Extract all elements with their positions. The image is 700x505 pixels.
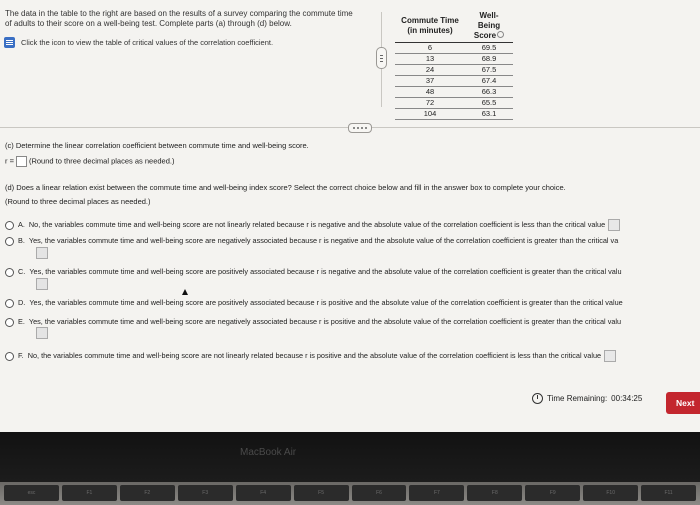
cell: 24 [395, 65, 465, 76]
option-text: Yes, the variables commute time and well-being score are negatively associated because r is negative and the absolute value of the correlation coefficient is greater than the critical va [28, 236, 619, 245]
table-row [395, 76, 513, 87]
table-row [395, 109, 513, 120]
critical-values-row [4, 37, 273, 48]
part-d-hint: (Round to three decimal places as needed.) [5, 197, 151, 206]
key: F10 [583, 485, 638, 501]
table-icon[interactable] [4, 37, 15, 48]
table-row [395, 65, 513, 76]
part-c-prompt: (c) Determine the linear correlation coefficient between commute time and well-being score. [5, 141, 309, 150]
option-f-input[interactable] [604, 350, 616, 362]
key: F8 [467, 485, 522, 501]
radio-e[interactable] [5, 318, 14, 327]
cell: 13 [395, 54, 465, 65]
option-letter: E. [18, 317, 25, 326]
intro-text: The data in the table to the right are based on the results of a survey comparing the commute time of adults to their score on a well-being test. Complete parts (a) through (d) below. [5, 9, 353, 28]
header-commute-time: Commute Time (in minutes) [395, 10, 465, 43]
option-c[interactable] [5, 267, 622, 277]
radio-b[interactable] [5, 237, 14, 246]
cell: 67.4 [465, 76, 513, 87]
option-text: Yes, the variables commute time and well-being score are positively associated because r is positive and the absolute value of the correlation coefficient is greater than the critical value [29, 298, 623, 307]
part-d-prompt: (d) Does a linear relation exist between the commute time and well-being index score? Select the correct choice below and fill in the answer box to complete your choice. [5, 183, 566, 192]
key: F4 [236, 485, 291, 501]
cell: 69.5 [465, 43, 513, 54]
cell: 66.3 [465, 87, 513, 98]
cell: 48 [395, 87, 465, 98]
icon-hint: Click the icon to view the table of critical values of the correlation coefficient. [21, 38, 274, 47]
cell: 65.5 [465, 98, 513, 109]
timer [532, 393, 642, 404]
option-letter: F. [18, 350, 24, 360]
option-text: No, the variables commute time and well-being score are not linearly related because r is positive and the absolute value of the correlation coefficient is less than the critical value [27, 350, 602, 360]
option-a[interactable] [5, 219, 620, 231]
header-well-being: Well-Being Score [465, 10, 513, 43]
cell: 6 [395, 43, 465, 54]
table-row [395, 54, 513, 65]
table-row [395, 87, 513, 98]
radio-f[interactable] [5, 352, 14, 361]
key: F3 [178, 485, 233, 501]
cell: 67.5 [465, 65, 513, 76]
option-b-input[interactable] [36, 247, 48, 259]
clock-icon [532, 393, 543, 404]
option-text: Yes, the variables commute time and well-being score are negatively associated because r is positive and the absolute value of the correlation coefficient is greater than the critical valu [28, 317, 622, 326]
radio-d[interactable] [5, 299, 14, 308]
r-answer-input[interactable] [16, 156, 27, 167]
key: esc [4, 485, 59, 501]
option-letter: A. [18, 219, 25, 229]
horizontal-resize-handle[interactable] [348, 123, 372, 133]
timer-value: 00:34:25 [611, 394, 643, 403]
option-e-input[interactable] [36, 327, 48, 339]
option-c-input[interactable] [36, 278, 48, 290]
option-f[interactable] [5, 350, 616, 362]
key: F2 [120, 485, 175, 501]
part-c-answer-row [5, 156, 174, 167]
radio-c[interactable] [5, 268, 14, 277]
copy-icon[interactable] [497, 31, 504, 38]
key: F5 [294, 485, 349, 501]
cell: 104 [395, 109, 465, 120]
cell: 72 [395, 98, 465, 109]
next-button[interactable]: Next [666, 392, 700, 414]
option-letter: B. [18, 236, 25, 245]
table-row [395, 43, 513, 54]
option-text: No, the variables commute time and well-being score are not linearly related because r is negative and the absolute value of the correlation coefficient is less than the critical value [28, 219, 606, 229]
part-c-hint: (Round to three decimal places as needed.) [28, 156, 175, 166]
key: F11 [641, 485, 696, 501]
key: F7 [409, 485, 464, 501]
option-letter: D. [18, 298, 26, 307]
key: F6 [352, 485, 407, 501]
option-d[interactable] [5, 298, 623, 308]
table-row [395, 98, 513, 109]
r-label: r = [5, 156, 14, 166]
option-letter: C. [18, 267, 26, 276]
cell: 63.1 [465, 109, 513, 120]
key: F9 [525, 485, 580, 501]
data-table [395, 10, 513, 120]
option-text: Yes, the variables commute time and well-being score are positively associated because r is negative and the absolute value of the correlation coefficient is greater than the critical valu [29, 267, 622, 276]
option-a-input[interactable] [608, 219, 620, 231]
cell: 37 [395, 76, 465, 87]
mouse-cursor [182, 289, 188, 295]
vertical-resize-handle[interactable] [376, 47, 387, 69]
option-b[interactable] [5, 236, 618, 246]
laptop-bezel [0, 432, 700, 482]
laptop-brand: MacBook Air [240, 447, 297, 458]
radio-a[interactable] [5, 221, 14, 230]
key: F1 [62, 485, 117, 501]
timer-label: Time Remaining: [547, 394, 608, 403]
keyboard-function-row [0, 482, 700, 505]
option-e[interactable] [5, 317, 621, 327]
cell: 68.9 [465, 54, 513, 65]
